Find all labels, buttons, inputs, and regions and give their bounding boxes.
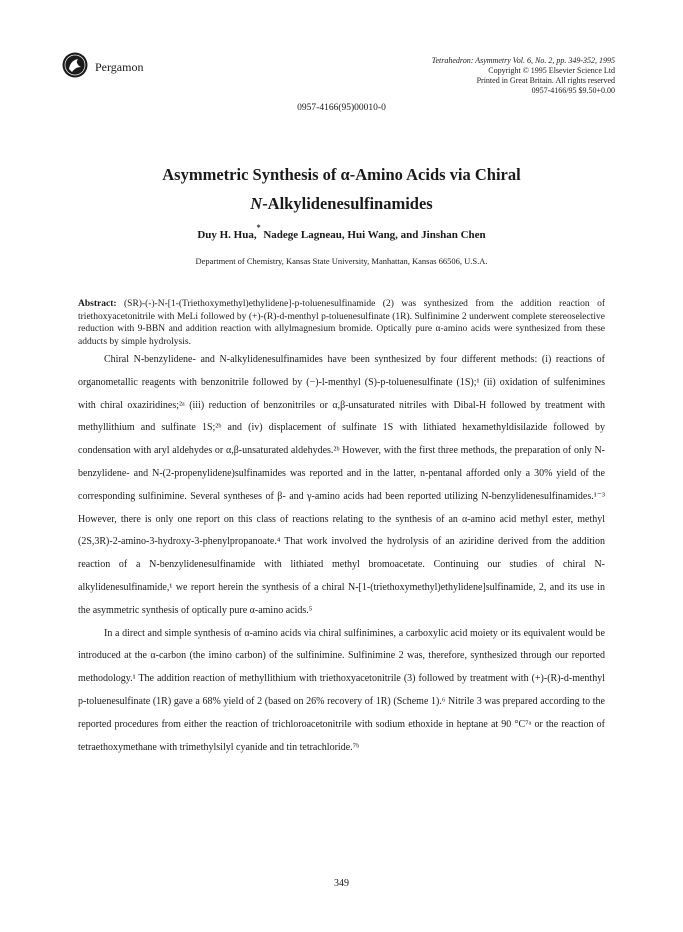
title-italic-prefix: N (250, 194, 263, 213)
abstract (78, 298, 605, 348)
journal-line: Copyright © 1995 Elsevier Science Ltd (488, 66, 615, 75)
abstract-label: Abstract: (78, 299, 117, 309)
affiliation: Department of Chemistry, Kansas State University, Manhattan, Kansas 66506, U.S.A. (195, 256, 488, 266)
body-text (78, 349, 605, 759)
author-list (0, 223, 683, 241)
body-paragraph: In a direct and simple synthesis of α-amino acids via chiral sulfinimines, a carboxylic acid moiety or its equivalent would be introduced at the α-carbon (the imino carbon) of the sulfinimine. Sulfinimine 2 was, therefore, synthesized through our reported methodology.¹ The addition reaction of methyllithium with triethoxyacetonitrile (3) followed by treatment with (+)-(R)-d-menthyl p-toluenesulfinate (1R) gave a 68% yield of 2 (based on 26% recovery of 1R) (Scheme 1).⁶ Nitrile 3 was prepared according to the reported procedures from either the reaction of trichloroacetonitrile with sodium ethoxide in heptane at 90 °C⁷ᵃ or the reaction of tetraethoxymethane with trimethylsilyl cyanide and tin tetrachloride.⁷ᵇ (78, 627, 605, 753)
author-rest: Nadege Lagneau, Hui Wang, and Jinshan Chen (263, 229, 486, 241)
journal-line: Printed in Great Britain. All rights reserved (476, 76, 615, 85)
abstract-text: (SR)-(-)-N-[1-(Triethoxymethyl)ethylidene]-p-toluenesulfinamide (2) was synthesized from the addition reaction of triethoxyacetonitrile with MeLi followed by (+)-(R)-d-menthyl p-toluenesulfinate (1R). Sulfinimine 2 underwent complete stereoselective reduction with 9-BBN and addition reaction with allylmagnesium bromide. Optically pure α-amino acids were synthesized from these adducts by simple hydrolysis. (78, 299, 606, 347)
pergamon-logo-icon (62, 52, 88, 78)
title-line: Asymmetric Synthesis of α-Amino Acids via Chiral (162, 165, 521, 184)
page-number: 349 (334, 878, 349, 889)
publisher-name: Pergamon (95, 60, 144, 74)
title-line-rest: -Alkylidenesulfinamides (262, 194, 433, 213)
journal-citation (315, 56, 615, 96)
doi-code: 0957-4166(95)00010-0 (297, 103, 386, 113)
journal-line: 0957-4166/95 $9.50+0.00 (531, 86, 615, 95)
body-paragraph: Chiral N-benzylidene- and N-alkylidenesulfinamides have been synthesized by four different methods: (i) reactions of organometallic reagents with benzonitrile followed by (−)-l-menthyl (S)-p-toluenesulfinate (1S);¹ (ii) oxidation of sulfenimines with chiral oxaziridines;²ᵃ (iii) reduction of benzonitriles or α,β-unsaturated nitriles with Dibal-H followed by treatment with methyllithium and sulfinate 1S;²ᵇ and (iv) displacement of sulfinate 1S with lithiated hexamethyldisilazide followed by condensation with aryl aldehydes or α,β-unsaturated aldehydes.²ᵇ However, with the first three methods, the preparation of only N-benzylidene- and N-(2-propenylidene)sulfinamides was reported and in the latter, n-pentanal afforded only a 30% yield of the corresponding sulfinimine. Several syntheses of β- and γ-amino acids had been reported utilizing N-benzylidenesulfinamides.¹⁻³ However, there is only one report on this class of reactions relating to the synthesis of an α-amino acid methyl ester, methyl (2S,3R)-2-amino-3-hydroxy-3-phenylpropanoate.⁴ That work involved the hydrolysis of an aziridine derived from the addition reaction of a N-benzylidenesulfinamide with lithiated methyl bromoacetate. Continuing our studies of chiral N-alkylidenesulfinamide,¹ we report herein the synthesis of a chiral N-[1-(triethoxymethyl)ethylidene]sulfinamide, 2, and its use in the asymmetric synthesis of optically pure α-amino acids.⁵ (78, 354, 605, 616)
author-first: Duy H. Hua, (197, 229, 257, 241)
corresponding-author-mark: * (256, 223, 261, 232)
paper-title (0, 160, 683, 218)
title-line (0, 189, 683, 218)
journal-line: Tetrahedron: Asymmetry Vol. 6, No. 2, pp. 349-352, 1995 (431, 56, 615, 65)
